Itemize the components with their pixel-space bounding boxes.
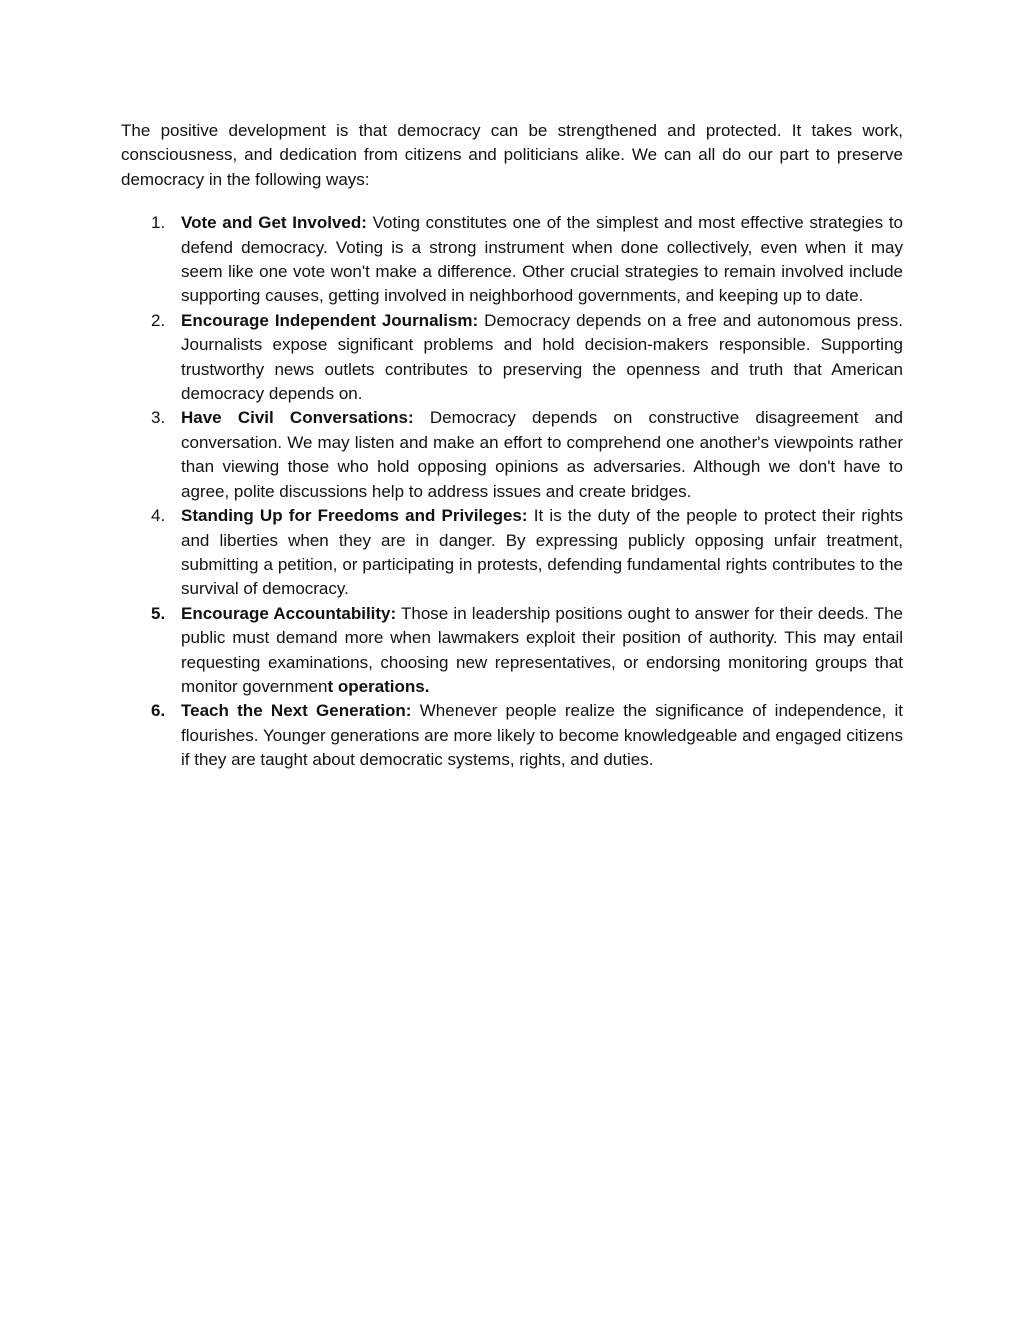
list-item-next-generation	[121, 699, 903, 772]
list-item-heading: Have Civil Conversations:	[181, 408, 414, 428]
list-item-text: Democracy depends on a free and autonomous press. Journalists expose significant problems and hold decision-makers responsible. Supporting trustworthy news outlets contributes to preserving the openness and truth that American democracy depends on.	[181, 310, 903, 404]
list-item-number: 2.	[151, 310, 166, 330]
list-item-number: 5.	[151, 603, 166, 623]
list-item-text: Voting constitutes one of the simplest and most effective strategies to defend democracy. Voting is a strong instrument when done collectively, even when it may seem like one vote won't make a difference. Other crucial strategies to remain involved include supporting causes, getting involved in neighborhood governments, and keeping up to date.	[181, 213, 904, 306]
list-item-text: Democracy depends on constructive disagreement and conversation. We may listen and make an effort to comprehend one another's viewpoints rather than viewing those who hold opposing opinions as adversaries. Although we don't have to agree, polite discussions help to address issues and create bridges.	[181, 408, 903, 501]
list-item-freedoms	[121, 504, 903, 602]
list-item-heading: Encourage Accountability:	[181, 603, 397, 623]
list-item-text: Whenever people realize the significance of independence, it flourishes. Younger generations are more likely to become knowledgeable and engaged citizens if they are taught about democratic systems, rights, and duties.	[181, 701, 903, 770]
list-item-text-bold-tail: t operations.	[327, 676, 430, 696]
list-item-heading: Encourage Independent Journalism:	[181, 310, 479, 330]
ways-list	[121, 211, 903, 772]
list-item-heading: Vote and Get Involved:	[181, 213, 367, 233]
list-item-accountability	[121, 602, 903, 700]
list-item-number: 4.	[151, 506, 166, 526]
list-item-heading: Standing Up for Freedoms and Privileges:	[181, 506, 528, 526]
intro-paragraph: The positive development is that democracy can be strengthened and protected. It takes work, consciousness, and dedication from citizens and politicians alike. We can all do our part to preserve democracy in the following ways:	[121, 121, 903, 189]
list-item-number: 1.	[151, 213, 166, 233]
document-page	[121, 119, 903, 773]
list-item-journalism	[121, 309, 903, 407]
list-item-text: Those in leadership positions ought to answer for their deeds. The public must demand more when lawmakers exploit their position of authority. This may entail requesting examinations, choosing new representatives, or endorsing monitoring groups that monitor governmen	[181, 603, 904, 696]
list-item-number: 3.	[151, 408, 166, 428]
list-item-conversations	[121, 406, 903, 504]
list-item-number: 6.	[151, 701, 166, 721]
list-item-heading: Teach the Next Generation:	[181, 701, 412, 721]
list-item-vote	[121, 211, 903, 309]
list-item-text: It is the duty of the people to protect their rights and liberties when they are in danger. By expressing publicly opposing unfair treatment, submitting a petition, or participating in protests, defending fundamental rights contributes to the survival of democracy.	[181, 506, 903, 599]
